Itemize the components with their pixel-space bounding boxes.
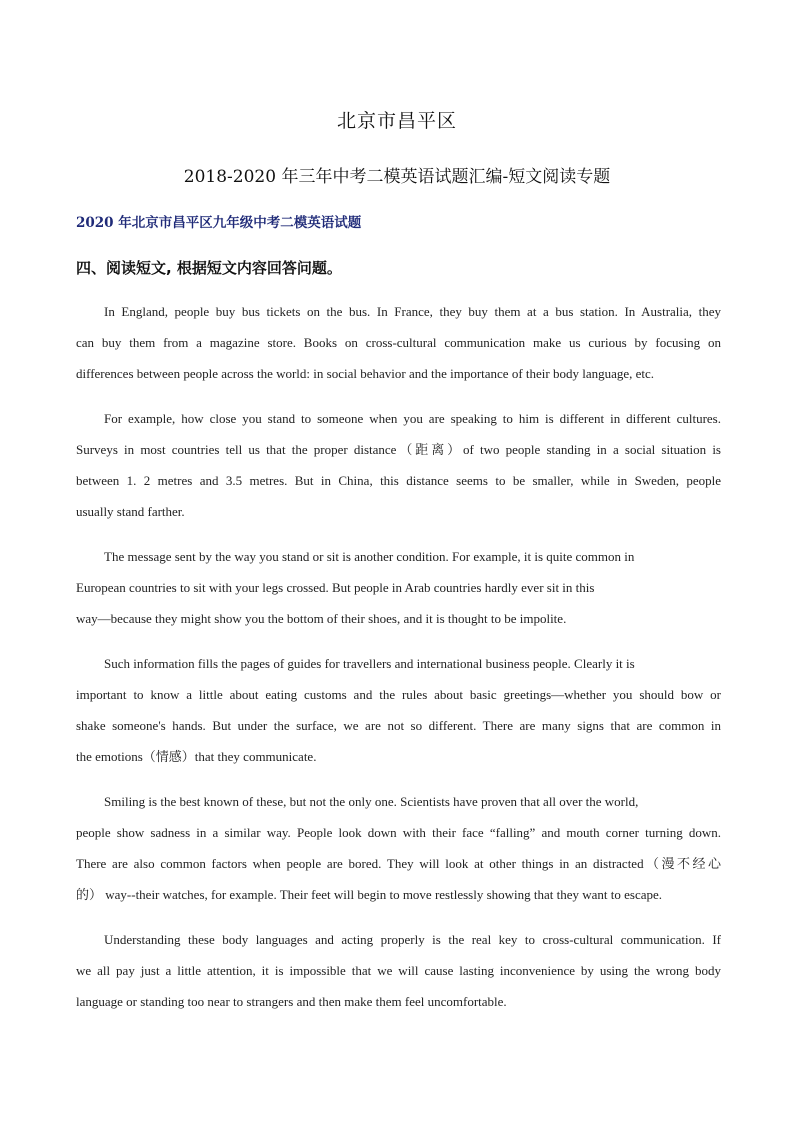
- paragraph-line: Smiling is the best known of these, but not the only one. Scientists have proven that all over the world,: [104, 794, 639, 809]
- paragraph-line: important to know a little about eating customs and the rules about basic greetings—whether you should bow or: [76, 687, 721, 702]
- paragraph-line: differences between people across the world: in social behavior and the importance of their body language, etc.: [76, 366, 655, 381]
- paragraph-line: The message sent by the way you stand or sit is another condition. For example, it is quite common in: [104, 549, 635, 564]
- paragraph-line: 的） way--their watches, for example. Their feet will begin to move restlessly showing that they want to escape.: [76, 887, 663, 902]
- paragraph-line: between 1. 2 metres and 3.5 metres. But in China, this distance seems to be smaller, while in Sweden, people: [76, 473, 721, 488]
- paragraph-line: usually stand farther.: [76, 504, 185, 519]
- page-subtitle: 2018-2020 年三年中考二模英语试题汇编-短文阅读专题: [183, 167, 611, 187]
- paragraph-line: language or standing too near to strangers and then make them feel uncomfortable.: [76, 994, 507, 1009]
- paragraph-line: In England, people buy bus tickets on the bus. In France, they buy them at a bus station. In Australia, they: [104, 304, 721, 319]
- page-title: 北京市昌平区: [336, 110, 457, 132]
- paragraph-line: way—because they might show you the bottom of their shoes, and it is thought to be impolite.: [76, 611, 567, 626]
- passage-paragraph-6: [76, 924, 721, 1017]
- reading-instruction: 四、阅读短文, 根据短文内容回答问题。: [76, 259, 342, 277]
- paragraph-line: For example, how close you stand to someone when you are speaking to him is different in different cultures.: [104, 411, 721, 426]
- paragraph-line: European countries to sit with your legs crossed. But people in Arab countries hardly ever sit in this: [76, 580, 595, 595]
- paragraph-line: we all pay just a little attention, it is impossible that we will cause lasting inconvenience by using the wrong body: [76, 963, 721, 978]
- paragraph-line: Such information fills the pages of guides for travellers and international business people. Clearly it is: [104, 656, 635, 671]
- paragraph-line: the emotions（情感）that they communicate.: [76, 749, 317, 764]
- paragraph-line: Surveys in most countries tell us that the proper distance（距离）of two people standing in a social situation is: [76, 442, 721, 457]
- paragraph-line: people show sadness in a similar way. People look down with their face “falling” and mouth corner turning down.: [76, 825, 721, 840]
- passage-paragraph-2: [76, 403, 721, 527]
- passage-paragraph-3: [76, 541, 721, 634]
- passage-paragraph-1: [76, 296, 721, 389]
- paragraph-line: shake someone's hands. But under the surface, we are not so different. There are many signs that are common in: [76, 718, 721, 733]
- passage-paragraph-5: [76, 786, 721, 910]
- passage-paragraph-4: [76, 648, 721, 772]
- paragraph-line: There are also common factors when people are bored. They will look at other things in an distracted（漫不经心: [76, 856, 721, 871]
- exam-section-label: 2020 年北京市昌平区九年级中考二模英语试题: [76, 215, 362, 231]
- paragraph-line: can buy them from a magazine store. Books on cross-cultural communication make us curious by focusing on: [76, 335, 721, 350]
- paragraph-line: Understanding these body languages and acting properly is the real key to cross-cultural communication. If: [104, 932, 721, 947]
